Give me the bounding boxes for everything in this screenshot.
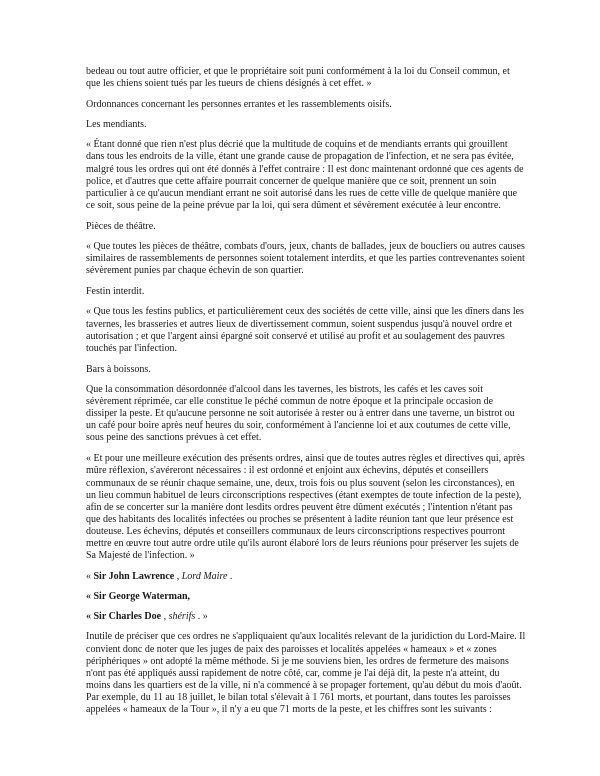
section-heading-ordinances: Ordonnances concernant les personnes errantes et les rassemblements oisifs. [86, 99, 392, 111]
subheading-feasting: Festin interdit. [86, 286, 145, 298]
subheading-tippling-houses: Bars à boissons. [86, 363, 151, 375]
subheading-plays: Pièces de théâtre. [86, 220, 156, 232]
signature-lord-mayor [86, 571, 526, 583]
paragraph-feasting: « Que tous les festins publics, et particulièrement ceux des sociétés de cette ville, ainsi que les dîners dans les tavernes, les brasseries et autres lieux de divertissement commun, soient suspendus jusqu'à nouvel ordre et autorisation ; et que l'argent ainsi épargné soit conservé et utilisé au profit et au soulagement des pauvres touchés par l'infection. [86, 306, 524, 354]
sig2-open: « [86, 591, 94, 603]
paragraph-dogs-ordinance: bedeau ou tout autre officier, et que le propriétaire soit puni conformément à la loi du Conseil commun, et que les chiens soient tués par les tueurs de chiens désignés à cet effet. » [86, 66, 510, 90]
sig2-name: Sir George Waterman, [93, 591, 191, 603]
sig3-open: « [86, 611, 94, 623]
sig3-sep: , [161, 611, 169, 623]
sig3-name: Sir Charles Doe [93, 611, 162, 623]
sig1-close: . [227, 571, 233, 583]
signature-george-waterman [86, 591, 526, 603]
subheading-beggars: Les mendiants. [86, 119, 147, 131]
paragraph-final: Inutile de préciser que ces ordres ne s'appliquaient qu'aux localités relevant de la juridiction du Lord-Maire. Il convient donc de noter que les juges de paix des paroisses et localités appelées « hameaux » et « zones périphériques » ont adopté la même méthode. Si je me souviens bien, les ordres de fermeture des maisons n'ont pas été appliqués aussi rapidement de notre côté, car, comme je l'ai déjà dit, la peste n'a atteint, du moins dans les quartiers est de la ville, ni n'a commencé à se propager fortement, qu'au début du mois d'août. Par exemple, du 11 au 18 juillet, le bilan total s'élevait à 1 761 morts, et pourtant, dans toutes les paroisses appelées « hameaux de la Tour », il n'y a eu que 71 morts de la peste, et les chiffres sont les suivants : [86, 631, 526, 716]
sig3-title: shérifs [168, 611, 196, 623]
document-page [86, 66, 526, 725]
sig1-sep: , [174, 571, 182, 583]
paragraph-beggars: « Étant donné que rien n'est plus décrié que la multitude de coquins et de mendiants errants qui grouillent dans tous les endroits de la ville, étant une grande cause de propagation de l'infection, et ne sera pas évitée, malgré tous les ordres qui ont été donnés à l'effet contraire : Il est donc maintenant ordonné que ces agents de police, et d'autres que cette affaire pourrait concerner de quelque manière que ce soit, prennent un soin particulier à ce qu'aucun mendiant errant ne soit autorisé dans les rues de cette ville de quelque manière que ce soit, sous peine de la peine prévue par la loi, qui sera dûment et sévèrement exécutée à leur encontre. [86, 139, 524, 211]
signature-charles-doe [86, 611, 526, 623]
sig1-title: Lord Maire [181, 571, 228, 583]
sig1-open: « [86, 571, 94, 583]
paragraph-plays: « Que toutes les pièces de théâtre, combats d'ours, jeux, chants de ballades, jeux de boucliers ou autres causes similaires de rassemblements de personnes soient totalement interdits, et que les parties contrevenantes soient sévèrement punies par chaque échevin de son quartier. [86, 241, 525, 277]
sig1-name: Sir John Lawrence [93, 571, 175, 583]
sig3-close: . » [195, 611, 208, 623]
paragraph-tippling-houses: Que la consommation désordonnée d'alcool dans les tavernes, les bistrots, les cafés et les caves soit sévèrement réprimée, car elle constitue le péché commun de notre époque et la principale occasion de dissiper la peste. Et qu'aucune personne ne soit autorisée à rester ou à entrer dans une taverne, un bistrot ou un café pour boire après neuf heures du soir, conformément à l'ancienne loi et aux coutumes de cette ville, sous peine des sanctions prévues à cet effet. [86, 383, 515, 444]
paragraph-execution: « Et pour une meilleure exécution des présents ordres, ainsi que de toutes autres règles et directives qui, après mûre réflexion, s'avéreront nécessaires : il est ordonné et enjoint aux échevins, députés et conseillers communaux de se réunir chaque semaine, une, deux, trois fois ou plus souvent (selon les circonstances), en un lieu commun habituel de leurs circonscriptions respectives (étant exemptes de toute infection de la peste), afin de se concerter sur la manière dont lesdits ordres peuvent être dûment exécutés ; l'intention n'étant pas que des habitants des localités infectées ou proches se présentent à ladite réunion tant que leur présence est douteuse. Les échevins, députés et conseillers communaux de leurs circonscriptions respectives pourront mettre en œuvre tout autre ordre utile qu'ils auront élaboré lors de leurs réunions pour préserver les sujets de Sa Majesté de l'infection. » [86, 453, 525, 562]
